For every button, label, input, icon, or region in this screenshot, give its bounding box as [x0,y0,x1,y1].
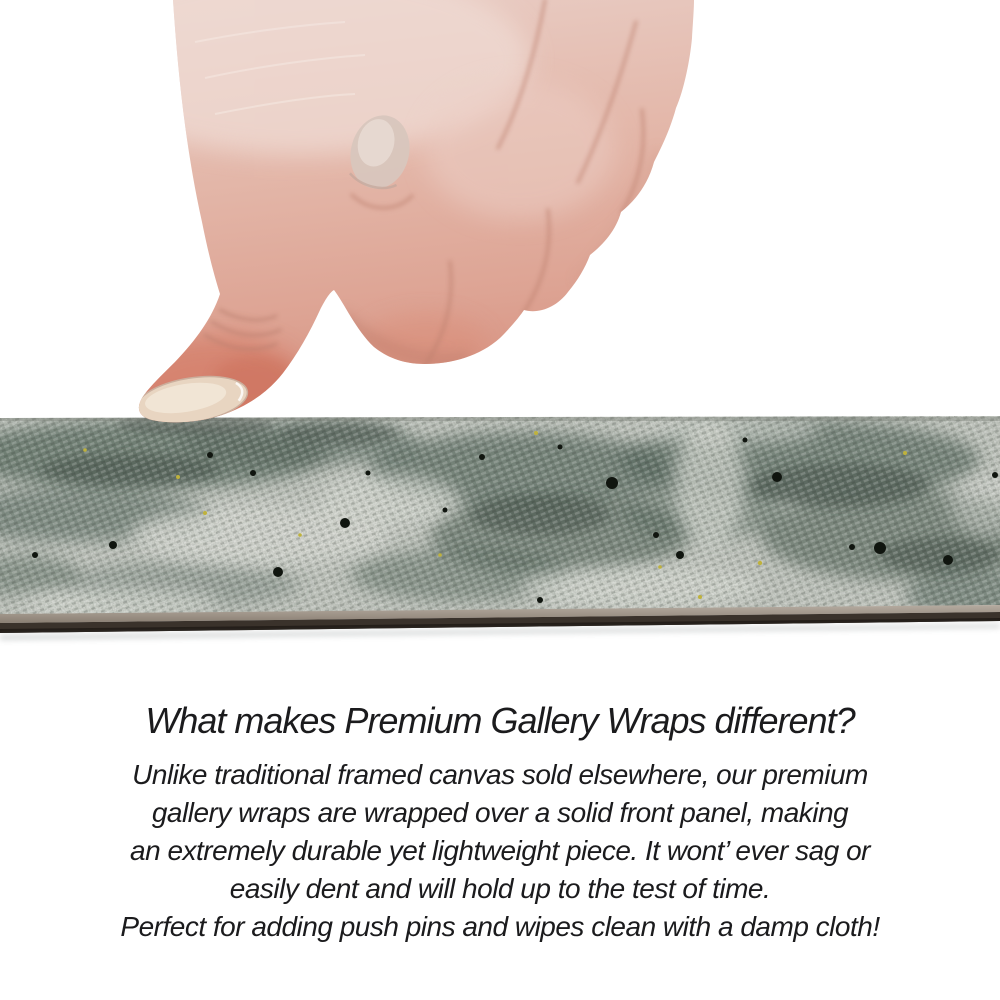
info-line: Unlike traditional framed canvas sold elsewhere, our premium [132,759,868,790]
info-line: Perfect for adding push pins and wipes clean with a damp cloth! [120,911,880,942]
hand-photo [0,0,1000,432]
info-block [0,700,1000,946]
info-line: easily dent and will hold up to the test of time. [229,873,771,904]
info-line: an extremely durable yet lightweight piece. It wont’ ever sag or [130,835,870,866]
info-line: gallery wraps are wrapped over a solid front panel, making [151,797,849,828]
canvas-strip [0,415,1000,655]
canvas-texture [0,415,1000,620]
info-heading: What makes Premium Gallery Wraps different? [145,700,855,741]
